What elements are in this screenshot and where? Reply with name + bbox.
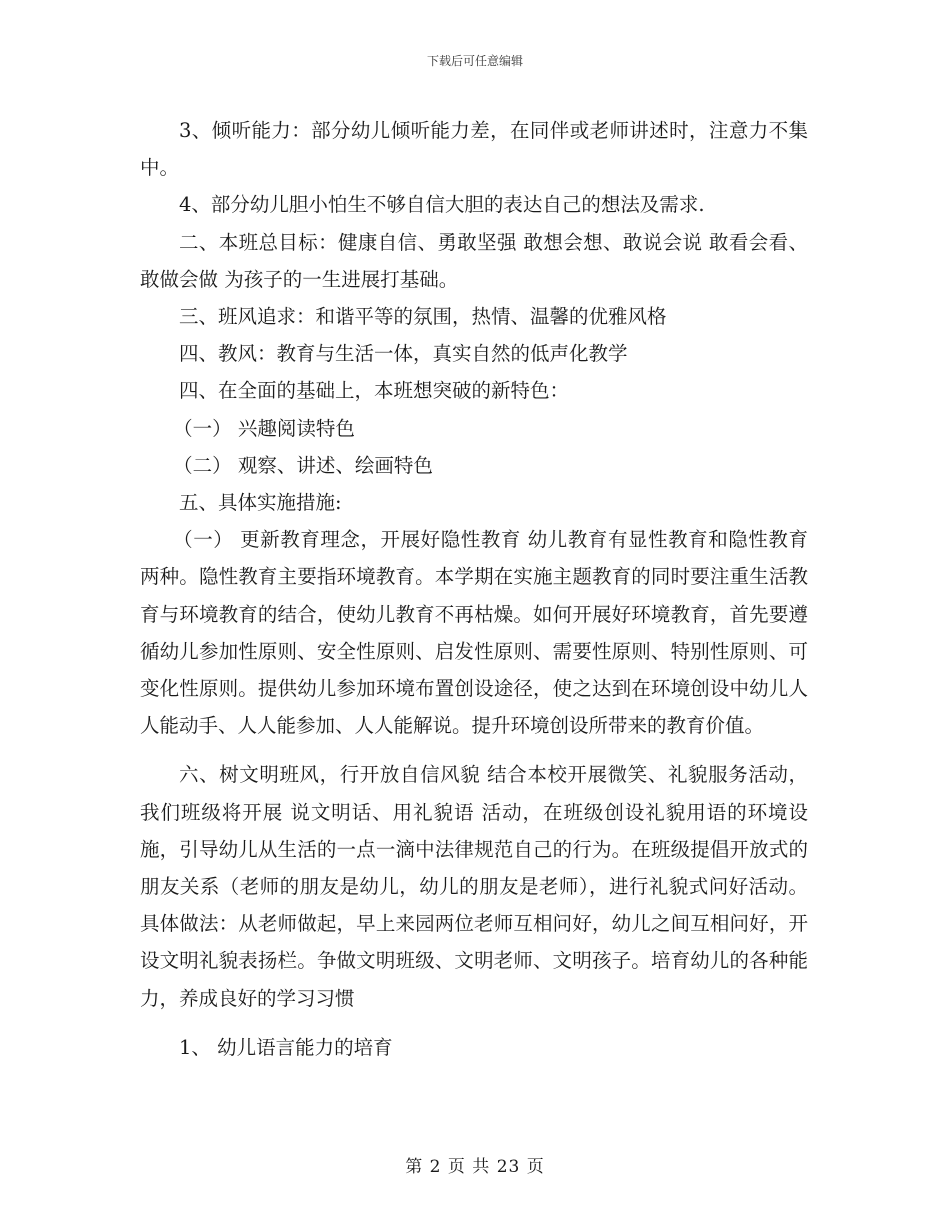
paragraph-listening-ability: 3、倾听能力：部分幼儿倾听能力差，在同伴或老师讲述时，注意力不集中。 bbox=[140, 119, 808, 180]
paragraph-language-ability: 1、 幼儿语言能力的培育 bbox=[179, 1035, 393, 1059]
paragraph-feature-reading: （一） 兴趣阅读特色 bbox=[173, 416, 355, 440]
paragraph-civilized-class: 六、树文明班风，行开放自信风貌 结合本校开展微笑、礼貌服务活动，我们班级将开展 说文明话、用礼貌语 活动，在班级创设礼貌用语的环境设施，引导幼儿从生活的一点一滴中法律规范自己的行为。在班级提倡开放式的朋友关系（老师的朋友是幼儿，幼儿的朋友是老师），进行礼貌式问好活动。具体做法：从老师做起，早上来园两位老师互相问好，幼儿之间互相问好，开设文明礼貌表扬栏。争做文明班级、文明老师、文明孩子。培育幼儿的各种能力，养成良好的学习习惯 bbox=[140, 763, 808, 1010]
paragraph-new-features: 四、在全面的基础上，本班想突破的新特色： bbox=[179, 379, 570, 403]
document-body bbox=[140, 112, 808, 1066]
page-header-note: 下载后可任意编辑 bbox=[426, 54, 523, 68]
paragraph-class-style: 三、班风追求：和谐平等的氛围，热情、温馨的优雅风格 bbox=[179, 305, 667, 329]
paragraph-overall-goal: 二、本班总目标：健康自信、勇敢坚强 敢想会想、敢说会说 敢看会看、敢做会做 为孩子的一生进展打基础。 bbox=[140, 230, 808, 291]
page-number-footer: 第 2 页 共 23 页 bbox=[405, 1157, 545, 1177]
paragraph-feature-observation: （二） 观察、讲述、绘画特色 bbox=[173, 453, 433, 477]
paragraph-education-concept: （一） 更新教育理念，开展好隐性教育 幼儿教育有显性教育和隐性教育两种。隐性教育主要指环境教育。本学期在实施主题教育的同时要注重生活教育与环境教育的结合，使幼儿教育不再枯燥。如何开展好环境教育，首先要遵循幼儿参加性原则、安全性原则、启发性原则、需要性原则、特别性原则、可变化性原则。提供幼儿参加环境布置创设途径，使之达到在环境创设中幼儿人人能动手、人人能参加、人人能解说。提升环境创设所带来的教育价值。 bbox=[140, 528, 808, 738]
paragraph-implementation-heading: 五、具体实施措施: bbox=[179, 491, 342, 515]
paragraph-confidence: 4、部分幼儿胆小怕生不够自信大胆的表达自己的想法及需求. bbox=[179, 193, 705, 217]
paragraph-teaching-style: 四、教风：教育与生活一体，真实自然的低声化教学 bbox=[179, 342, 628, 366]
